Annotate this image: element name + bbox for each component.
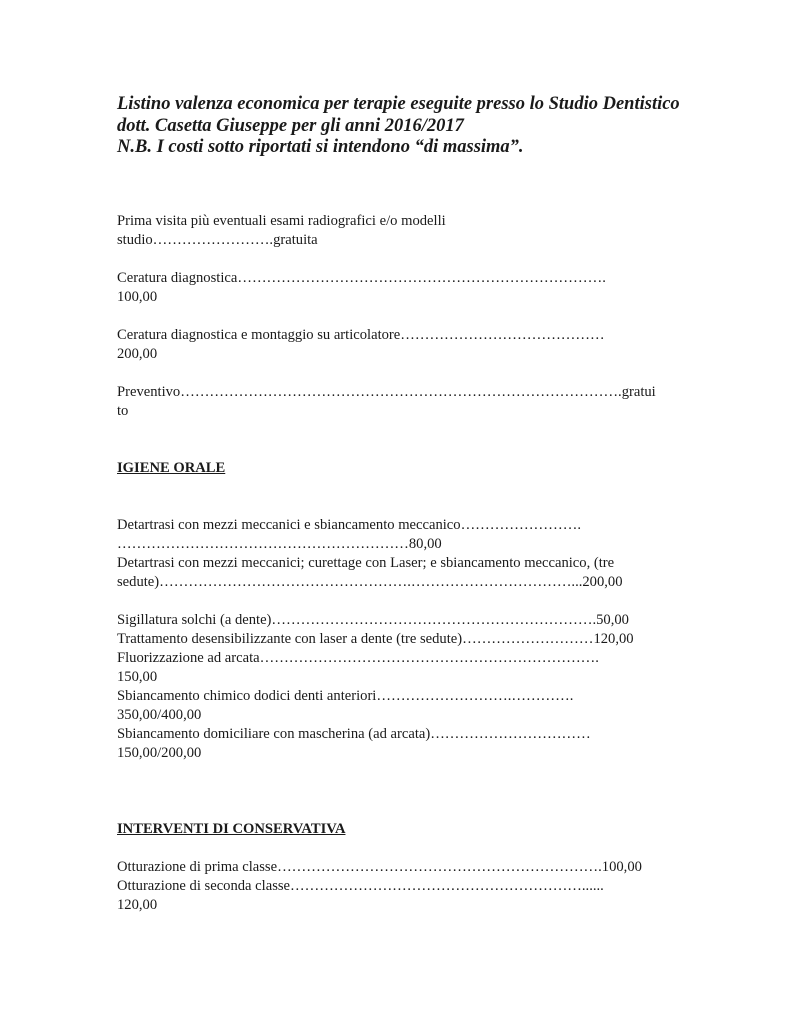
document-title: [117, 94, 737, 159]
igiene-line-10: 350,00/400,00: [117, 707, 202, 723]
prima-visita-line-2: studio…………………….gratuita: [117, 232, 318, 248]
preventivo-line-1: Preventivo……………………………………………………………………………….gratui: [117, 384, 656, 400]
title-line-2: dott. Casetta Giuseppe per gli anni 2016/2017: [117, 115, 464, 136]
section-heading-igiene: IGIENE ORALE: [117, 460, 226, 476]
igiene-line-2: ……………………………………………………80,00: [117, 536, 442, 552]
prima-visita-line-1: Prima visita più eventuali esami radiografici e/o modelli: [117, 213, 446, 229]
conservativa-line-2: Otturazione di seconda classe……………………………………………………......: [117, 878, 604, 894]
ceratura-line-1: Ceratura diagnostica………………………………………………………………….: [117, 270, 606, 286]
igiene-line-1: Detartrasi con mezzi meccanici e sbiancamento meccanico…………………….: [117, 517, 581, 533]
igiene-line-8: 150,00: [117, 669, 158, 685]
igiene-line-9: Sbiancamento chimico dodici denti anteriori……………………….………….: [117, 688, 574, 704]
igiene-line-3: Detartrasi con mezzi meccanici; curettage con Laser; e sbiancamento meccanico, (tre: [117, 555, 615, 571]
conservativa-line-3: 120,00: [117, 897, 158, 913]
igiene-line-7: Fluorizzazione ad arcata…………………………………………………………….: [117, 650, 599, 666]
igiene-line-12: 150,00/200,00: [117, 745, 202, 761]
igiene-line-4: sedute)…………………………………………….……………………………...200,00: [117, 574, 623, 590]
igiene-line-11: Sbiancamento domiciliare con mascherina (ad arcata)……………………………: [117, 726, 591, 742]
igiene-line-5: Sigillatura solchi (a dente)………………………………………………………….50,00: [117, 612, 629, 628]
ceratura-articolatore-line-1: Ceratura diagnostica e montaggio su articolatore……………………………………: [117, 327, 605, 343]
title-line-1: Listino valenza economica per terapie eseguite presso lo Studio Dentistico: [117, 94, 680, 114]
igiene-line-6: Trattamento desensibilizzante con laser a dente (tre sedute)………………………120,00: [117, 631, 634, 647]
conservativa-line-1: Otturazione di prima classe………………………………………………………….100,00: [117, 859, 642, 875]
preventivo-line-2: to: [117, 403, 129, 419]
price-list: [117, 212, 697, 915]
ceratura-price: 100,00: [117, 289, 158, 305]
section-heading-conservativa: INTERVENTI DI CONSERVATIVA: [117, 821, 346, 837]
title-line-3: N.B. I costi sotto riportati si intendono “di massima”.: [117, 137, 524, 157]
ceratura-articolatore-price: 200,00: [117, 346, 158, 362]
